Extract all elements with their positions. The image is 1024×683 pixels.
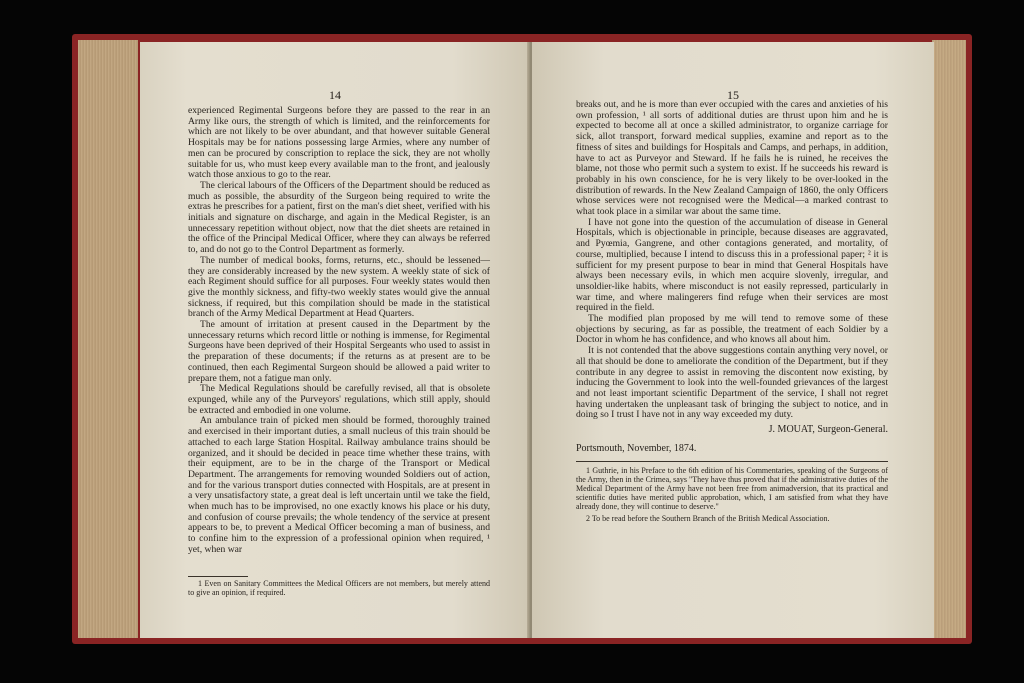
paragraph: breaks out, and he is more than ever occupied with the cares and anxieties of his own profession, ¹ all sorts of additional duties are thrust upon him and he is expected to become all at once a skilled administrator, to organize carriage for sick, allot transport, forward medical supplies, examine and report as to the fitness of sites and buildings for Hospitals and Camps, and perhaps, in addition, have to act as Purveyor and Steward. If he fails he is ruined, he receives the blame, not those who permit such a system to exist. If he succeeds his reward is probably in his own conscience, for he is very likely to be over-looked in the distribution of rewards. In the New Zealand Campaign of 1860, the only Officers whose services were not recognised were the Medical—a marked contrast to what took place in a similar war about the same time. bbox=[576, 99, 888, 218]
paragraph: experienced Regimental Surgeons before they are passed to the rear in an Army like ours, the strength of which is limited, and the reinforcements for which are not likely to be over abundant, and that however suitable General Hospitals may be for nations possessing large Armies, where any number of men can be procured by conscription to replace the sick, they are not wholly suitable for us, who must keep every available man to the front, and jealously watch those anxious to go to the rear. bbox=[188, 105, 490, 181]
paragraph: The Medical Regulations should be carefully revised, all that is obsolete expunged, while any of the Purveyors' regulations, which still apply, should be extracted and embodied in one volume. bbox=[188, 383, 490, 416]
footnote: 1 Guthrie, in his Preface to the 6th edition of his Commentaries, speaking of the Surgeons of the Army, then in the Crimea, says "They have thus proved that if the administrative duties of the Medical Department of the Army have not been free from animadversion, that its practical and scientific duties have merited public approbation, which, I am satisfied from what they have already done, they will continue to deserve." bbox=[576, 465, 888, 511]
footnote-rule bbox=[576, 461, 888, 462]
left-page bbox=[140, 42, 530, 638]
place-and-date: Portsmouth, November, 1874. bbox=[576, 442, 697, 454]
paragraph: An ambulance train of picked men should be formed, thoroughly trained and exercised in their important duties, a small nucleus of this train should be attached to each large Station Hospital. Railway ambulance trains should be organized, and it should be decided in peace time whether these trains, with their equipment, are to be in the charge of the Transport or Medical Department. The arrangements for removing wounded Soldiers out of action, and for the various transport duties connected with Hospitals, are at present in a very unsatisfactory state, a great deal is left uncertain until we take the field, when much has to be improvised, no one exactly knows his place or his duty, and confusion of course prevails; the whole tendency of the service at present appears to be, to prevent a Medical Officer becoming a man of business, and to confine him to the expression of a professional opinion when required, ¹ yet, when war bbox=[188, 415, 490, 555]
paragraph: The modified plan proposed by me will tend to remove some of these objections by securing, as far as possible, the treatment of each Soldier by a Doctor in whom he has confidence, and who knows all about him. bbox=[576, 313, 888, 346]
right-page-edges bbox=[932, 40, 966, 638]
paragraph: The clerical labours of the Officers of the Department should be reduced as much as possible, the absurdity of the Surgeon being required to write the extras he prescribes for a patient, first on the man's diet sheet, verified with his initials and signature on discharge, and again in the Medical Register, is an unnecessary repetition without object, now that the diet sheets are retained in the office of the Principal Medical Officer, where they can always be referred to, and do not go to the Control Department as formerly. bbox=[188, 179, 490, 256]
paragraph: The number of medical books, forms, returns, etc., should be lessened—they are considerably increased by the new system. A weekly state of sick of each Regiment should suffice for all purposes. Four weekly states would then give the monthly sickness, and fifty-two weekly states would give the annual sickness, if required, but this compilation should be made in the statistical branch of the Army Medical Department at Head Quarters. bbox=[188, 254, 490, 320]
left-page-text bbox=[188, 106, 490, 556]
author-signature: J. MOUAT, Surgeon-General. bbox=[768, 424, 888, 436]
footnote: 1 Even on Sanitary Committees the Medical Officers are not members, but merely attend to give an opinion, if required. bbox=[188, 579, 490, 597]
page-number-right: 15 bbox=[727, 88, 739, 102]
left-footnote-block bbox=[188, 576, 490, 597]
footnote-rule bbox=[188, 576, 248, 577]
right-page-text bbox=[576, 100, 888, 526]
paragraph: It is not contended that the above suggestions contain anything very novel, or all that should be done to ameliorate the condition of the Department, but if they contribute in any degree to assist in removing the discontent now existing, by inducing the Government to look into the well-founded grievances of the largest and not least important scientific Department of the service, I shall not regret having undertaken the unpleasant task of bringing the subject to notice, and in doing so I trust I have not in any way exceeded my duty. bbox=[576, 345, 888, 421]
footnote: 2 To be read before the Southern Branch of the British Medical Association. bbox=[586, 513, 830, 523]
page-number-left: 14 bbox=[329, 88, 341, 102]
left-page-edges bbox=[78, 40, 138, 638]
paragraph: I have not gone into the question of the accumulation of disease in General Hospitals, which is objectionable in principle, because diseases are aggravated, and Pyœmia, Gangrene, and other contagions generated, and mortality, of course, multiplied, because I intend to discuss this in a professional paper; ² it is sufficient for my present purpose to bear in mind that General Hospitals have always been necessary evils, in which men acquire slovenly, irregular, and unsoldier-like habits, where misconduct is not easily repressed, particularly in war time, and where malingerers find refuge when their services are most required in the field. bbox=[576, 216, 888, 314]
right-footnotes bbox=[576, 466, 888, 523]
right-page bbox=[532, 42, 934, 638]
paragraph: The amount of irritation at present caused in the Department by the unnecessary returns which record little or nothing is immense, for Regimental Surgeons have been deprived of their Hospital Sergeants who used to assist in the preparation of these documents; if the returns as at present are to be continued, then each Regimental Surgeon should be allowed a paid writer to prepare them, not a fatigue man only. bbox=[188, 319, 490, 384]
